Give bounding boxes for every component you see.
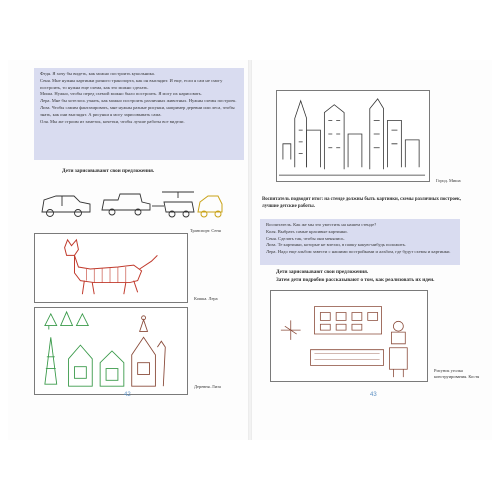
dialogue-line: Федя. Я хочу бы видеть, как можно построить кукольника. xyxy=(40,71,155,76)
left-dialogue-box xyxy=(34,68,244,160)
transport-sketch xyxy=(34,182,224,224)
dialogue-line: Лиза. Те картинки, которые не влезли, в папку какую-нибудь положить. xyxy=(266,242,407,248)
right-subheading: Затем дети подробно рассказывают о том, как реализовать их идеи. xyxy=(276,277,435,283)
village-caption: Деревня. Лиза xyxy=(194,384,221,389)
cat-sketch xyxy=(35,234,187,302)
city-sketch xyxy=(277,91,429,181)
transport-drawing xyxy=(34,182,224,224)
village-sketch xyxy=(35,308,187,394)
caregiver-summary: Воспитатель подводит итог: на стенде должны быть картинки, схемы различных построек, лучшие детские работы. xyxy=(262,197,461,209)
page-number-left: 42 xyxy=(124,392,131,398)
dialogue-line: Лера. Мне бы хотелось узнать, как можно построить различных животных. Нужны схемы построек. xyxy=(40,98,237,104)
dialogue-line: Сеня. Сделать так, чтобы они менялись. xyxy=(266,235,345,241)
dialogue-line: Сеня. Мне нужны картинки разного транспорта, как он выглядит. И еще, если я сам не смогу построить, то нужна еще схема, как это можно сделать. xyxy=(40,77,223,90)
right-heading: Дети зарисовывают свои предложения. xyxy=(276,269,369,275)
village-drawing-frame xyxy=(34,307,188,395)
cat-caption: Кошка. Лера xyxy=(194,296,218,301)
construction-corner-caption: Рисунок уголка конструирования. Костя xyxy=(434,368,480,379)
cat-drawing-frame xyxy=(34,233,188,303)
dialogue-line: Воспитатель. Как же мы это уместить на нашем стенде? xyxy=(266,222,377,227)
construction-corner-frame xyxy=(270,290,428,382)
city-drawing-frame xyxy=(276,90,430,182)
transport-caption: Транспорт. Сеня xyxy=(190,228,221,233)
page-number-right: 43 xyxy=(370,392,377,398)
right-dialogue-box xyxy=(260,219,460,265)
left-heading: Дети зарисовывают свои предложения. xyxy=(62,168,155,174)
dialogue-line: Лера. Надо еще альбом завести с нашими постройками и альбом, где будут схемы и картинки. xyxy=(266,249,451,255)
dialogue-line: Коля. Выбрать самые красивые картинки. xyxy=(266,228,348,234)
city-caption: Город. Миша xyxy=(436,178,461,183)
dialogue-line: Миша. Нужно, чтобы перед схемой можно было построить. Я могу их нарисовать. xyxy=(40,91,202,97)
dialogue-line: Оля. Мы же строим из заметок, кочетки, чтобы лучше работы все видели. xyxy=(40,118,185,124)
construction-corner-sketch xyxy=(271,291,427,381)
dialogue-line: Лиза. Чтобы самим фантазировать, мне нужны разные рисунки, например деревни или леса, чтобы знать, как они выглядят. А рисунки я могу зарисовывать сама. xyxy=(40,104,235,117)
